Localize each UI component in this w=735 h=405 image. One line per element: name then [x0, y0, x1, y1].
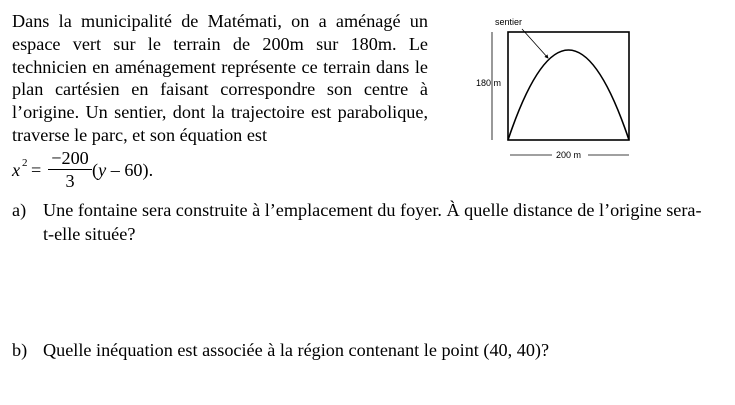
question-b-label: b): [12, 340, 28, 360]
question-b: [12, 338, 712, 362]
path-label: sentier: [495, 17, 523, 27]
problem-intro: [12, 10, 428, 147]
width-label: 200 m: [556, 150, 582, 160]
park-boundary: [508, 32, 629, 140]
path-label-arrow: [522, 29, 548, 58]
park-diagram: [470, 10, 640, 162]
question-b-text: Quelle inéquation est associée à la région contenant le point (40, 40)?: [43, 340, 550, 360]
fraction-denominator: 3: [48, 169, 92, 192]
question-a: [12, 198, 712, 246]
intro-text: Dans la municipalité de Matémati, on a aménagé un espace vert sur le terrain de 200m sur 180m. Le technicien en aménagement représente ce terrain dans le plan cartésien en faisant correspondre son centre à l’origine. Un sentier, dont la trajectoire est parabolique, traverse le parc, et son équation est: [12, 11, 428, 145]
equation-lhs-exponent: 2: [22, 157, 28, 169]
parabolic-path: [508, 50, 629, 140]
equation-equals: =: [31, 160, 42, 180]
equation-lhs-var: x: [12, 160, 21, 180]
fraction-numerator: −200: [51, 148, 89, 168]
question-a-text: Une fontaine sera construite à l’emplacement du foyer. À quelle distance de l’origine sera-t-elle située?: [43, 200, 702, 244]
question-a-label: a): [12, 200, 27, 220]
equation-rhs: (y – 60).: [92, 160, 154, 180]
equation-fraction: [48, 148, 92, 192]
height-label: 180 m: [476, 78, 502, 88]
